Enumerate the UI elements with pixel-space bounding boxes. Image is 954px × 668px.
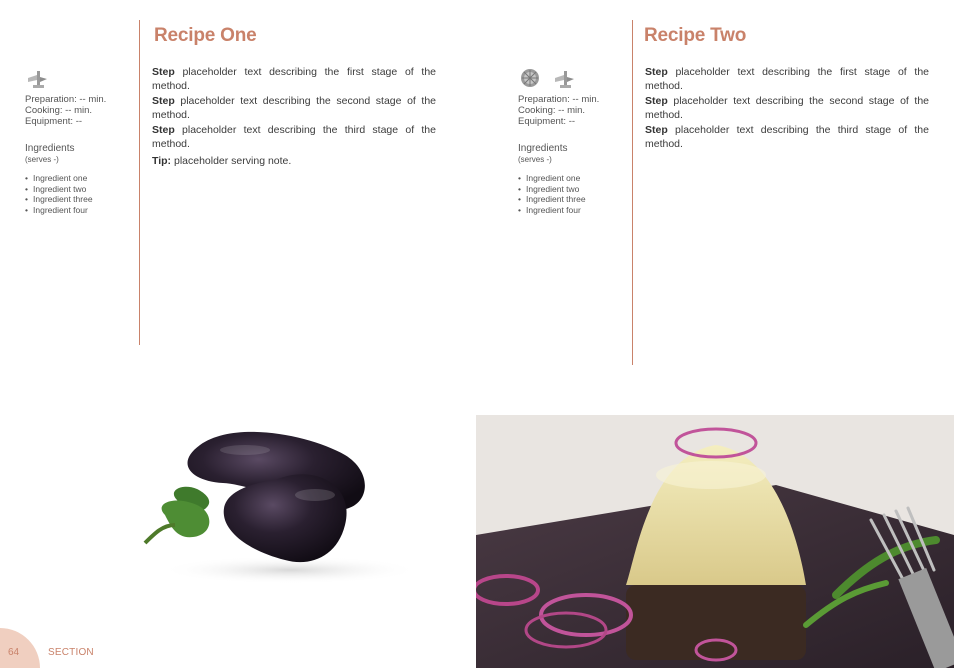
list-item: • Ingredient four xyxy=(25,205,133,216)
list-item: • Ingredient two xyxy=(25,184,133,195)
aubergine-photo xyxy=(105,385,475,595)
step-verb: Step xyxy=(152,66,175,78)
food-processor-icon xyxy=(518,67,542,89)
left-ingredient-list xyxy=(25,173,133,215)
method-step: Step placeholder text describing the second stage of the method. xyxy=(152,95,436,121)
list-item: • Ingredient two xyxy=(518,184,626,195)
page-number: 64 xyxy=(8,647,20,658)
left-equipment-icons xyxy=(25,67,133,89)
right-prep-info xyxy=(518,94,626,127)
prep-time: Preparation: -- min. xyxy=(25,94,107,105)
blade-attachment-icon xyxy=(25,69,49,89)
ingredients-heading: Ingredients xyxy=(25,143,75,154)
serves-note: (serves -) xyxy=(518,155,552,164)
left-method xyxy=(152,66,436,171)
right-method xyxy=(645,66,929,153)
equipment: Equipment: -- xyxy=(518,116,576,127)
tip: Tip: placeholder serving note. xyxy=(152,155,292,167)
method-step: Step placeholder text describing the first stage of the method. xyxy=(645,66,929,92)
equipment: Equipment: -- xyxy=(25,116,83,127)
step-verb: Step xyxy=(152,95,175,107)
cook-time: Cooking: -- min. xyxy=(25,105,93,116)
section-label: SECTION xyxy=(48,647,94,658)
method-step: Step placeholder text describing the third stage of the method. xyxy=(645,124,929,150)
method-step: Step placeholder text describing the second stage of the method. xyxy=(645,95,929,121)
step-verb: Step xyxy=(645,95,668,107)
page-number-tab xyxy=(0,628,40,668)
right-column-rule xyxy=(632,20,633,365)
right-ingredient-list xyxy=(518,173,626,215)
left-info-panel xyxy=(25,67,133,215)
step-verb: Step xyxy=(645,124,668,136)
step-verb: Step xyxy=(152,124,175,136)
serves-note: (serves -) xyxy=(25,155,59,164)
left-column-rule xyxy=(139,20,140,345)
left-recipe-title: Recipe One xyxy=(154,25,257,46)
list-item: • Ingredient one xyxy=(25,173,133,184)
right-recipe-title: Recipe Two xyxy=(644,25,747,46)
right-info-panel xyxy=(518,67,626,215)
list-item: • Ingredient three xyxy=(25,194,133,205)
blade-attachment-icon xyxy=(552,69,576,89)
left-prep-info xyxy=(25,94,133,127)
list-item: • Ingredient one xyxy=(518,173,626,184)
method-step: Step placeholder text describing the third stage of the method. xyxy=(152,124,436,150)
method-step: Step placeholder text describing the first stage of the method. xyxy=(152,66,436,92)
cook-time: Cooking: -- min. xyxy=(518,105,586,116)
list-item: • Ingredient three xyxy=(518,194,626,205)
step-verb: Step xyxy=(645,66,668,78)
tip-label: Tip: xyxy=(152,155,172,167)
page-footer xyxy=(0,628,954,668)
right-equipment-icons xyxy=(518,67,626,89)
list-item: • Ingredient four xyxy=(518,205,626,216)
ingredients-heading: Ingredients xyxy=(518,143,568,154)
prep-time: Preparation: -- min. xyxy=(518,94,600,105)
